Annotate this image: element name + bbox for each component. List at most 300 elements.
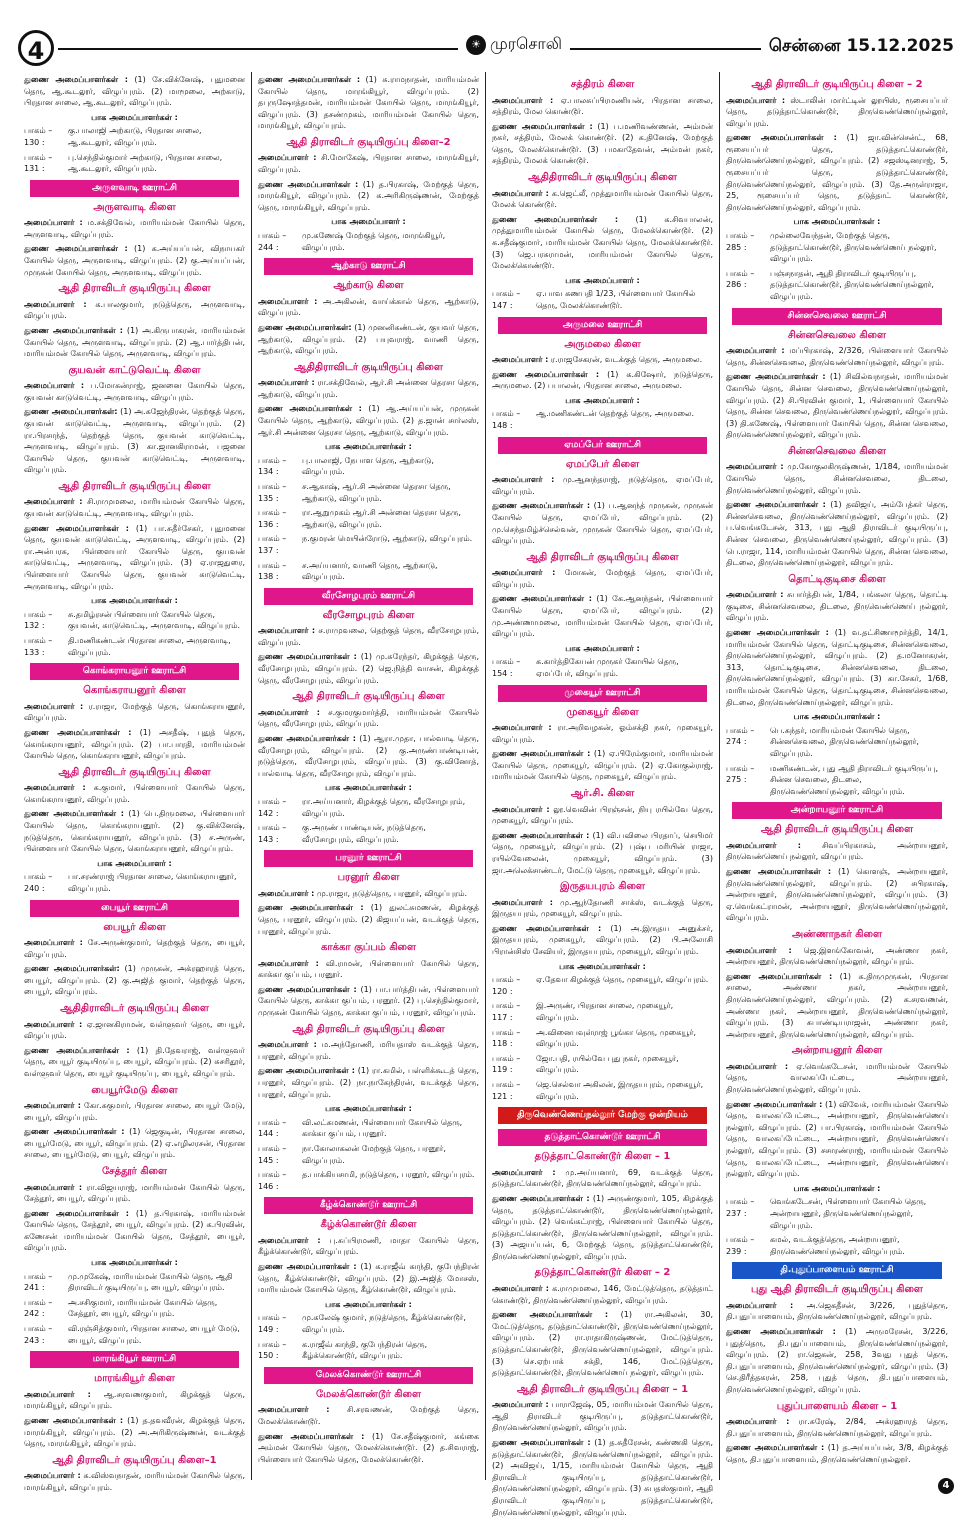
role-label: அமைப்பாளர் : [24, 497, 83, 507]
member-entry [258, 296, 479, 319]
booth-number: பாகம் – 144 : [258, 1117, 287, 1139]
member-details: (1) சு.ராமநாதன், மாரியம்மன் கோயில் தெரு, மாரங்கியூர், விழுப்புரம். (2) தபுருஷோத்தமன், மாரியம்மன் கோயில் தெரு, மாரங்கியூர், விழுப்புரம். (3) தசண்முகம், மாரியம்மன் கோயில் தெரு, மாரங்கியூர், விழுப்புரம். [258, 75, 479, 131]
member-details: க.விஸ்வநாதன், மாரியம்மன் கோயில் தெரு, மாரங்கியூர், விழுப்புரம். [24, 1471, 245, 1492]
booth-number: பாகம் – 149 : [258, 1313, 287, 1334]
role-label: துணை அமைப்பாளர்கள் : [258, 1066, 355, 1076]
member-entry [258, 179, 479, 214]
member-details: (1) ரா.கமில், பள்ளிக்கூடத் தெரு, பரனூர், விழுப்புரம். (2) நா.நாகேந்திரன், வடக்குத் தெரு, பரனூர், விழுப்புரம். [258, 1066, 479, 1099]
booth-row [258, 1312, 479, 1335]
article-columns [18, 72, 954, 1517]
section-banner: அன்றாயனூர் ஊராட்சி [732, 802, 942, 819]
role-label: துணை அமைப்பாளர்கள் : [24, 727, 132, 737]
member-details: ஸ்டாலின் மார்ட்டின் லூயிஸ், ரூசையப்பர் தெரு, தடுத்தாட்கொண்டூர், திருவெண்ணெய்நல்லூர், விழுப்புரம். [726, 95, 948, 128]
role-label: துணை அமைப்பாளர்கள் : [726, 372, 826, 382]
booth-number: பாகம் – 150 : [258, 1339, 287, 1361]
member-entry [258, 322, 479, 357]
branch-heading: ஆர்.சி. கிளை [570, 788, 635, 800]
role-label: துணை அமைப்பாளர்கள் : [258, 984, 357, 994]
booth-organizer: சு.தமிழ்ரசன் பிள்ளையார் கோயில் தெரு, குயவன், காடுவெட்டி, அருளவாடி, விழுப்புரம். [68, 609, 241, 631]
branch-heading: காக்கா குப்பம் கிளை [320, 942, 417, 954]
subheading: பாக அமைப்பாளர்கள் : [325, 1299, 412, 1309]
booth-number: பாகம் – 120 : [492, 975, 521, 996]
member-entry [492, 567, 713, 590]
member-details: (1) ஏ.பிரேம்குமார், மாரியம்மன் கோயில் தெரு, முகையூர், விழுப்புரம். (2) ஏ.கோகுல்ராஜ், மாரியம்மன் கோயில் தெரு, முகையூர், விழுப்புரம். [492, 749, 714, 782]
booth-organizer: த.பாக்கியசாமி, நடுத்தெரு, பரனூர், விழுப்புரம். [302, 1170, 475, 1180]
role-label: அமைப்பாளர் : [24, 1019, 83, 1029]
rising-sun-icon: ☀ [466, 35, 486, 55]
member-details: க.பாலகுமார், நடுத்தெரு, அருளவாடி, விழுப்புரம். [24, 299, 245, 321]
member-entry [24, 380, 245, 403]
booth-row [726, 230, 948, 265]
member-entry [726, 371, 948, 441]
member-details: சே.அருண்குமார், தெற்குத் தெரு, பையூர், விழுப்புரம். [24, 938, 245, 959]
member-details: சி.ராமுமலை, மாரியம்மன் கோயில் தெரு, குயவன் காடுவெட்டி, அருளவாடி, விழுப்புரம். [24, 497, 245, 519]
booth-number: பாகம் – 285 : [726, 231, 755, 252]
booth-organizer: கு.அருண் பாண்டியன், நடுத்தெரு, வீரசோழபுரம், விழுப்புரம். [302, 823, 426, 844]
role-label: அமைப்பாளர் : [726, 346, 785, 356]
member-details: (1) வி.பவிலை பிரதாப், செயிமர் தெரு, முகையூர், விழுப்புரம். (2) புஷ்ப மரியின் ராஜா, ரயில்வேலைன், முகையூர், விழுப்புரம். (3) ஜா.அலெக்சாண்டர், மேட்டு தெரு, முகையூர், விழுப்புரம். [492, 830, 713, 875]
branch-heading: பையூர்மேடு கிளை [91, 1084, 178, 1096]
member-entry [258, 733, 479, 779]
role-label: துணை அமைப்பாளர்கள் : [492, 214, 619, 224]
role-label: அமைப்பாளர் : [258, 888, 315, 898]
member-details: ஜெ.இளங்கோவன், அண்ணா நகர், அன்றாயனூர், திருவெண்ணெய்நல்லூர், விழுப்புரம். [726, 945, 948, 967]
booth-row [24, 1271, 245, 1294]
subheading: பாக அமைப்பாளர்கள் : [325, 1104, 412, 1114]
member-entry [726, 840, 948, 863]
role-label: துணை அமைப்பாளர்கள் : [726, 133, 837, 143]
booth-row [492, 288, 713, 311]
branch-heading: ஆதிதிராவிடர் குடியிருப்பு கிளை [60, 1003, 209, 1015]
booth-number: பாகம் – 131 : [24, 152, 53, 174]
booth-row [258, 230, 479, 253]
role-label: துணை அமைப்பாளர்கள்: [24, 964, 120, 974]
page-number-badge: 4 [18, 30, 54, 66]
subheading: பாக அமைப்பாளர் : [97, 858, 172, 868]
member-details: மோகன், மேற்குத் தெரு, ஏமப்பேர், விழுப்புரம். [492, 568, 713, 589]
booth-number: பாகம் – 147 : [492, 289, 521, 310]
member-entry [492, 1167, 713, 1190]
section-banner: பரனூர் ஊராட்சி [264, 850, 473, 867]
branch-heading: அண்ணாநகர் கிளை [792, 929, 882, 941]
member-details: ரா.சுரேஷ், 2/84, அக்ரஹாரத் தெரு, தி.புதுப்பாளையம், திருவெண்ணெய்நல்லூர், விழுப்புரம். [726, 1417, 948, 1438]
role-label: துணை அமைப்பாளர்கள் : [726, 867, 832, 877]
member-entry [258, 1431, 479, 1466]
role-label: துணை அமைப்பாளர்கள் : [726, 971, 833, 981]
booth-number: பாகம் – 138 : [258, 560, 287, 582]
member-entry [24, 782, 245, 805]
branch-heading: பரனூர் கிளை [337, 872, 400, 884]
role-label: அமைப்பாளர் : [726, 1061, 789, 1071]
member-entry [24, 243, 245, 278]
member-details: (1) வ.தட்சிணாமூர்த்தி, 14/1, மாரியம்மன் கோயில் தெரு, தொட்டிகுடிசை, சின்னசெவலை, திருவெண்ணெய்நல்லூர், விழுப்புரம். (2) த.மனோகரன், 313, தொட்டிகுடிசை, சின்னசெவலை, திடலை, திருவெண்ணெய்நல்லூர், விழுப்புரம். (3) கா.சேகர், 1/68, மாரியம்மன் கோயில் தெரு, தொட்டிகுடிசை, சின்னசெவலை, திடலை, திருவெண்ணெய்நல்லூர், விழுப்புரம். [726, 628, 949, 707]
member-details: க.ராமுமலை, 146, மேட்டுத்தெரு, தடுத்தாட் கொண்டூர், திருவெண்ணெய்நல்லூர், விழுப்புரம். [492, 1283, 713, 1305]
member-details: ஏ.ஜானகிராமன், வள்ளுவர் தெரு, பையூர், விழுப்புரம். [24, 1019, 245, 1041]
booth-row [258, 1169, 479, 1192]
branch-heading: ஆதிதிராவிடர் குடியிருப்பு கிளை [528, 172, 677, 184]
member-details: (1) அ.கிருபாகரன், மாரியம்மன் கோயில் தெரு, அருளவாடி, விழுப்புரம். (2) ஆ.பார்த்திபன், மாரியம்மன் கோயில் தெரு, அருளவாடி, விழுப்புரம். [24, 325, 245, 359]
role-label: அமைப்பாளர் : [258, 378, 315, 388]
booth-number: பாகம் – 237 : [726, 1197, 755, 1218]
booth-organizer: மு.கணேஷ் மேற்குத் தெரு, மாரங்கியூர், விழுப்புரம். [302, 231, 446, 252]
subheading: பாக அமைப்பாளர்கள் : [793, 217, 881, 227]
booth-number: பாகம் – 286 : [726, 268, 755, 290]
member-entry [492, 923, 713, 958]
member-entry [492, 1283, 713, 1306]
branch-heading: புதுப்பாளையம் கிளை – 1 [776, 1400, 898, 1412]
section-banner: அருமலை ஊராட்சி [498, 317, 707, 334]
member-entry [258, 888, 479, 900]
role-label: அமைப்பாளர் : [726, 590, 784, 600]
member-entry [24, 701, 245, 724]
member-entry [726, 866, 948, 924]
role-label: துணை அமைப்பாளர்கள் : [24, 75, 128, 84]
member-details: (1) க.அய்யப்பன், விநாயகர் கோயில் தெரு, அருளவாடி, விழுப்புரம். (2) கு.அய்யப்பன், முருகன் கோயில் தெரு, அருளவாடி, விழுப்புரம். [24, 244, 245, 277]
booth-row [24, 871, 245, 894]
subheading: பாக அமைப்பாளர்கள் : [325, 783, 412, 793]
role-label: துணை அமைப்பாளர்கள் : [492, 121, 593, 131]
column-1 [18, 72, 252, 1492]
branch-heading: தடுத்தாட்கொண்டூர் கிளை – 2 [534, 1267, 671, 1279]
role-label: துணை அமைப்பாளர்கள் : [726, 1443, 825, 1453]
member-entry [726, 345, 948, 368]
member-details: (1) கொளஞ், அன்றாயனூர், திருவெண்ணெய்நல்லூர், விழுப்புரம். (2) சபிரகாஷ், அன்றாயனூர், திருவெண்ணெய்நல்லூர், விழுப்புரம். (3) ஏ.வெங்கட்ராமன், அன்றாயனூர், திருவெண்ணெய்நல்லூர், விழுப்புரம். [726, 867, 948, 923]
booth-row [24, 152, 245, 175]
member-entry [258, 902, 479, 937]
branch-heading: தொட்டிகுடிசை கிளை [788, 573, 886, 585]
booth-organizer: ஆ.மணிகண்டன் தெற்குத் தெரு, அருமலை. [536, 409, 695, 419]
branch-heading: ஆதி திராவிடர் குடியிருப்பு கிளை–2 [286, 136, 451, 148]
member-details: (1) ரா.அகிலன், 30, மேட்டுத்தெரு, தடுத்தாட்கொண்டூர், திருவெண்ணெய்நல்லூர், விழுப்புரம். (2) ரா.ராதாகிருஷ்ணன், மேட்டுத்தெரு, தடுத்தாட்கொண்டூர், திருவெண்ணெய்நல்லூர், விழுப்புரம். (3) செ.ஏற்பாக் சக்தி, 146, மேட்டுத்தெரு, தடுத்தாட்கொண்டூர், திருவெண்ணெய் நல்லூர், விழுப்புரம். [492, 1310, 713, 1378]
branch-heading: முகையூர் கிளை [566, 706, 639, 718]
member-details: (1) அருமரேசன், 3/226, புதுத்தெரு, தி.புதுப்பாளையம், திருவெண்ணெய்நல்லூர், விழுப்புரம். (2) ரா.ஜெகன், 258, 3வது புதுத் தெரு, தி.புதுப்பாளையம், திருவெண்ணெய்நல்லூர், விழுப்புரம். (3) செ.திரீத்தகரன், 258, புதுத் தெரு, தி.புதுப்பாளையம், திருவெண்ணெய்நல்லூர், விழுப்புரம். [726, 1327, 948, 1394]
booth-organizer: ஏ.தேவா கிழக்குத் தெரு, முகையூர், விழுப்புரம். [536, 975, 709, 985]
member-details: (1) விவேக், மாரியம்மன் கோயில் தெரு, வாலகப்பேட்டை, அன்றாயனூர், திருவெண்ணெய் நல்லூர், விழுப்புரம். (2) பா.பிரகாஷ், மாரியம்மன் கோயில் தெரு, வாலகப்பேட்டை, அன்றாயனூர், திருவெண்ணெய் நல்லூர், விழுப்புரம். (3) சசாரண்ராஜ், மாரியம்மன் கோயில் தெரு, வாலகப்பேட்டை, அன்றாயனூர், திருவெண்ணெய் நல்லூர், விழுப்புரம். [726, 1099, 948, 1179]
booth-row [492, 408, 713, 431]
branch-heading: பையூர் கிளை [103, 921, 166, 933]
booth-row [258, 481, 479, 504]
member-entry [258, 651, 479, 686]
booth-row [258, 533, 479, 556]
booth-number: பாகம் – 143 : [258, 823, 287, 844]
section-banner: கொங்கராயனூர் ஊராட்சி [30, 663, 239, 680]
branch-heading: சின்னசெவலை கிளை [787, 445, 887, 457]
booth-row [492, 1053, 713, 1076]
member-entry [492, 474, 713, 497]
role-label: துணை அமைப்பாளர்கள்: [258, 322, 352, 332]
booth-row [492, 974, 713, 997]
booth-organizer: மணிகண்டன், புது ஆதி திராவிடர் குடியிருப்பு, சின்ன செவலை, திடலை, திருவெண்ணெய்நல்லூர், விழுப்புரம். [770, 763, 939, 796]
role-label: அமைப்பாளர் : [258, 296, 318, 306]
booth-organizer: பஞ்சநாதன், ஆதி திராவிடர் குடியிருப்பு, தடுத்தாட்கொண்டூர், திருவெண்ணெய்நல்லூர், விழுப்புரம். [770, 268, 934, 301]
member-entry [492, 1309, 713, 1379]
booth-organizer: அ.சசிகுமார், மாரியம்மன் கோயில் தெரு, சேத்தூர், பையூர், விழுப்புரம். [68, 1297, 218, 1319]
booth-row [492, 1027, 713, 1050]
member-details: (1) அ.இருதய அனுக்சர், இருதயபுரம், முகையூர், விழுப்புரம். (2) பி.அலோசி பிரான்சிஸ் சேவியர், இருதயபுரம், முகையூர், விழுப்புரம். [492, 923, 713, 957]
section-banner: கீழ்க்கொண்டூர் ஊராட்சி [264, 1197, 473, 1214]
role-label: துணை அமைப்பாளர்கள் : [258, 733, 356, 743]
member-entry [492, 830, 713, 876]
member-details: (1) சே.சதீஷ்குமார், கங்கை அம்மன் கோயில் தெரு, மேலக்கொண்டூர். (2) த.சிவராஜ், பிள்ளையார் கோயில் தெரு, மேலக்கொண்டூர். [258, 1431, 479, 1464]
role-label: அமைப்பாளர் : [492, 723, 552, 733]
column-3 [486, 72, 720, 1517]
role-label: அமைப்பாளர் : [492, 804, 550, 814]
section-banner: ஆற்காடு ஊராட்சி [264, 258, 473, 275]
role-label: அமைப்பாளர் : [492, 188, 549, 198]
member-entry [24, 1208, 245, 1254]
role-label: துணை அமைப்பாளர்கள் : [24, 1127, 125, 1137]
booth-row [24, 125, 245, 148]
role-label: அமைப்பாளர் : [258, 1405, 330, 1415]
member-entry [726, 1326, 948, 1396]
member-entry [492, 214, 713, 272]
member-details: ச.குமரகுமார்த்தி, மாரியம்மன் கோயில் தெரு, வீரசோழபுரம், விழுப்புரம். [258, 707, 479, 729]
member-entry [24, 937, 245, 960]
branch-heading: அன்றாயனூர் கிளை [791, 1045, 883, 1057]
role-label: துணை அமைப்பாளர்கள் : [492, 1310, 609, 1320]
member-entry [726, 1300, 948, 1323]
booth-organizer: ச.ஆகாஷ், ஆர்.சி அன்னை தெரசா தெரு, ஆற்காடு, விழுப்புரம். [302, 481, 451, 503]
role-label: துணை அமைப்பாளர்கள் : [258, 1262, 357, 1272]
role-label: துணை அமைப்பாளர்கள் : [492, 830, 590, 840]
member-details: மு.ஆந்தோணி சாக்ஸ், வடக்குத் தெரு, இருதயபுரம், முகையூர், விழுப்புரம். [492, 897, 713, 919]
role-label: அமைப்பாளர் : [24, 783, 86, 793]
booth-organizer: க.ராஜீவ் காந்தி, குபேந்திரன் தெரு, கீழ்க்கொண்டூர், விழுப்புரம். [302, 1339, 428, 1361]
subheading: பாக அமைப்பாளர் : [565, 275, 640, 285]
booth-row [726, 1196, 948, 1231]
member-entry [24, 217, 245, 240]
member-details: ரா.சக்திவேல், ஆர்.சி அன்னை தெரசா தெரு, ஆற்காடு, விழுப்புரம். [258, 378, 479, 399]
branch-heading: ஆற்காடு கிளை [333, 280, 404, 292]
booth-row [258, 1339, 479, 1362]
member-entry [24, 1126, 245, 1161]
role-label: அமைப்பாளர் : [24, 218, 83, 228]
member-entry [492, 500, 713, 546]
subheading: பாக அமைப்பாளர்கள் : [91, 1258, 178, 1268]
booth-number: பாகம் – 121 : [492, 1079, 521, 1101]
member-entry [24, 1182, 245, 1205]
member-details: (1) ஜெகுடின், பிரதான சாலை, பையூர்மேடு, பையூர், விழுப்புரம். (2) ஏ.எழிலரசன், பிரதான சாலை, பையூர்மேடு, பையூர், விழுப்புரம். [24, 1127, 245, 1160]
booth-number: பாகம் – 244 : [258, 231, 287, 252]
branch-heading: ஆதி திராவிடர் குடியிருப்பு கிளை [58, 480, 211, 492]
booth-organizer: வி.ரஞ்சித்குமார், பிரதான சாலை, பையூர் மேடு, பையூர், விழுப்புரம். [68, 1324, 240, 1345]
member-entry [24, 963, 245, 998]
booth-number: பாகம் – 145 : [258, 1143, 287, 1165]
member-entry [492, 804, 713, 827]
member-entry [24, 727, 245, 762]
booth-number: பாகம் – 130 : [24, 126, 53, 147]
member-entry [726, 945, 948, 968]
role-label: அமைப்பாளர் : [258, 153, 317, 163]
booth-row [258, 1117, 479, 1140]
branch-heading: மேலக்கொண்டூர் கிளை [316, 1388, 421, 1400]
role-label: துணை அமைப்பாளர்கள் : [726, 500, 826, 510]
role-label: அமைப்பாளர் : [24, 701, 84, 711]
section-banner: சின்னசெவலை ஊராட்சி [732, 308, 942, 325]
member-entry [258, 152, 479, 175]
member-entry [24, 1470, 245, 1493]
member-entry [726, 1442, 948, 1465]
member-details: (1) முனனிகண்டன், குயவர் தெரு, ஆற்காடு, விழுப்புரம். (2) பயுவராஜ், வாணி தெரு, ஆற்காடு, விழுப்புரம். [258, 322, 479, 356]
member-details: (1) பா.பார்த்திபன், பிள்ளையார் கோயில் தெரு, காக்கா குப்பம், பரனூர். (2) பு.செந்தில்குமார், முருகன் கோயில் தெரு, காக்கா குப்பம், பரனூர், விழுப்புரம். [258, 984, 479, 1018]
branch-heading: அருமலை கிளை [564, 338, 641, 350]
section-banner: அருளவாடி ஊராட்சி [30, 180, 239, 197]
member-details: மு.ராஜா, நடுத்தெரு, பரனூர், விழுப்புரம். [314, 888, 468, 898]
member-entry [258, 1065, 479, 1100]
member-entry [258, 707, 479, 730]
member-entry [492, 354, 713, 366]
branch-heading: ஆதி திராவிடர் குடியிருப்பு கிளை – 1 [516, 1383, 689, 1395]
branch-heading: ஆதி திராவிடர் குடியிருப்பு கிளை [58, 283, 211, 295]
booth-number: பாகம் – 154 : [492, 657, 521, 678]
member-entry [726, 971, 948, 1041]
booth-organizer: கு.பாலாஜி அற்காடு, பிரதான சாலை, ஆ.கூடலூர், விழுப்புரம். [68, 126, 202, 147]
booth-number: பாகம் – 275 : [726, 763, 755, 785]
role-label: துணை அமைப்பாளர்கள் : [258, 1431, 365, 1441]
booth-number: பாகம் – 133 : [24, 636, 53, 657]
role-label: துணை அமைப்பாளர்கள் : [24, 1208, 129, 1218]
role-label: துணை அமைப்பாளர்கள் : [258, 903, 364, 913]
role-label: அமைப்பாளர் : [726, 945, 792, 955]
role-label: துணை அமைப்பாளர்கள் : [726, 628, 829, 638]
member-details: (1) மு.சுரேந்தர், கிழக்குத் தெரு, வீரசோழபுரம், விழுப்புரம். (2) ஜெ.நித்தி வாசன், கிழக்குத் தெரு, வீரசோழபுரம், விழுப்புரம். [258, 652, 479, 685]
booth-row [258, 507, 479, 530]
branch-heading: ஆதி திராவிடர் குடியிருப்பு கிளை–1 [52, 1454, 217, 1466]
role-label: துணை அமைப்பாளர்கள் : [492, 369, 600, 379]
booth-organizer: பா.சரண்ராஜ் பிரதான சாலை, கொங்கராயனூர், விழுப்புரம். [68, 872, 237, 893]
booth-row [258, 455, 479, 478]
member-entry [492, 593, 713, 639]
member-entry [258, 403, 479, 438]
member-details: (1) ஜா.வின்சென்ட், 68, ரூசையப்பர் தெரு, தடுத்தாட்கொண்டூர், திருவெண்ணெய்நல்லூர், விழுப்புரம். (2) சஜஸ்டினராஜ், 5, ரூசையப்பர் தெரு, தடுத்தாட்கொண்டூர், திருவெண்ணெய்நல்லூர், விழுப்புரம். (3) தே.அருள்ராஜா, 25, ரூசையப்பர் தெரு, தடுத்தாட் கொண்டூர், திருவெண்ணெய்நல்லூர், விழுப்புரம். [726, 133, 948, 212]
member-entry [726, 1099, 948, 1180]
booth-row [726, 725, 948, 760]
role-label: துணை அமைப்பாளர்கள் : [24, 523, 129, 533]
role-label: அமைப்பாளர் : [492, 1283, 549, 1293]
role-label: துணை அமைப்பாளர்கள் : [492, 749, 591, 759]
branch-heading: கொங்கராயனூர் கிளை [83, 685, 186, 697]
subheading: பாக அமைப்பாளர் : [565, 643, 640, 653]
role-label: துணை அமைப்பாளர்கள்: [24, 407, 118, 417]
subheading: பாக அமைப்பாளர்கள் : [91, 112, 178, 122]
member-details: சுபார்த்திபன், 1/84, பங்கலா தெரு, தொட்டி குடிசை, சின்னசெவலை, திடலை, திருவெண்ணெய் நல்லூர், விழுப்புரம். [726, 590, 948, 623]
branch-heading: ஆதி திராவிடர் குடியிருப்பு கிளை [760, 824, 914, 836]
member-entry [24, 406, 245, 476]
role-label: அமைப்பாளர் : [24, 1182, 83, 1192]
booth-organizer: மு.முகேஷ், மாரியம்மன் கோயில் தெரு, ஆதி திராவிடர் குடியிருப்பு, பையூர், விழுப்புரம். [68, 1271, 233, 1293]
booth-organizer: ஜோ.பதி, ரயில்வே புது நகர், முகையூர், விழுப்புரம். [536, 1053, 679, 1075]
booth-organizer: ரா.ஆறுமுகம் ஆர்.சி அன்னை தெரசா தெரு, ஆற்காடு, விழுப்புரம். [302, 508, 461, 529]
member-entry [726, 461, 948, 496]
subheading: பாக அமைப்பாளர்கள் : [793, 712, 881, 722]
member-entry [492, 722, 713, 745]
section-banner: திருவெண்ணெய்நல்லூர் மேற்கு ஒன்றியம் [498, 1107, 707, 1124]
branch-heading: ஆதிதிராவிடர் குடியிருப்பு கிளை [294, 361, 443, 373]
booth-number: பாகம் – 137 : [258, 534, 287, 555]
booth-row [24, 609, 245, 632]
member-details: பாராஜேஷ், 05, மாரியம்மன் கோயில் தெரு, ஆதி திராவிடர் குடியிருப்பு, தடுத்தாட்கொண்டூர், திருவெண்ணெய்நல்லூர், விழுப்புரம். [492, 1400, 713, 1433]
member-entry [24, 1415, 245, 1450]
role-label: அமைப்பாளர் : [492, 1167, 556, 1177]
column-2 [252, 72, 486, 1480]
member-entry [492, 748, 713, 783]
section-banner: முகையூர் ஊராட்சி [498, 685, 707, 702]
booth-number: பாகம் – 135 : [258, 481, 287, 503]
role-label: துணை அமைப்பாளர்கள் : [492, 501, 591, 511]
role-label: அமைப்பாளர் : [24, 381, 85, 391]
member-details: ரா.அறிவழகன், ஓம்சக்தி நகர், முகையூர், விழுப்புரம். [492, 723, 713, 744]
booth-row [726, 763, 948, 798]
booth-organizer: வி.லட்சுமணன், பிள்ளையார் கோயில் தெரு, காக்கா குப்பம், பரனூர். [302, 1117, 463, 1139]
masthead [18, 30, 954, 68]
role-label: அமைப்பாளர் : [726, 462, 784, 472]
role-label: துணை அமைப்பாளர்கள் : [726, 1099, 823, 1109]
role-label: அமைப்பாளர் : [726, 840, 801, 850]
subheading: பாக அமைப்பாளர் : [565, 395, 640, 405]
role-label: துணை அமைப்பாளர்கள் : [258, 404, 362, 414]
branch-heading: ஏமப்பேர் கிளை [565, 458, 640, 470]
section-banner: ஏமப்பேர் ஊராட்சி [498, 437, 707, 454]
member-entry [24, 1389, 245, 1412]
booth-row [24, 1323, 245, 1346]
booth-row [492, 656, 713, 679]
booth-organizer: ஜெ.செல்வா அகிலன், இருதயபுரம், முகையூர், விழுப்புரம். [536, 1079, 704, 1101]
booth-organizer: நா.கோலாகலன் மேற்குத் தெரு, பரனூர், விழுப்புரம். [302, 1143, 446, 1165]
member-details: (1) த.தவவீரன், கிழக்குத் தெரு, மாரங்கியூர், விழுப்புரம். (2) அ.அரிகிருஷ்ணன், வடக்குத் தெரு, மாரங்கியூர், விழுப்புரம். [24, 1415, 245, 1449]
booth-number: பாகம் – 134 : [258, 455, 287, 477]
booth-organizer: ஏ.பாவ கணபதி 1/23, பிள்ளையார் கோயில் தெரு, மேலக்கொண்டூர். [536, 289, 696, 310]
booth-organizer: இ.அருண், பிரதான சாலை, முகையூர், விழுப்புரம். [536, 1001, 674, 1022]
role-label: துணை அமைப்பாளர்கள் : [492, 923, 602, 933]
column-4 [720, 72, 954, 1480]
member-entry [726, 1416, 948, 1439]
member-entry [726, 499, 948, 569]
member-details: ரா.விஜயராஜ், மாரியம்மன் கோயில் தெரு, சேத்தூர், பையூர், விழுப்புரம். [24, 1182, 245, 1204]
member-details: ஏ.பாலசுப்பிரமணியன், பிரதான சாலை, சத்திரம், மேல கொண்டூர். [492, 95, 713, 117]
footer-page-number: 4 [938, 1478, 954, 1494]
booth-number: பாகம் – 142 : [258, 796, 287, 818]
branch-heading: சத்திரம் கிளை [570, 79, 635, 90]
member-details: பு.சுப்பிரமணி, மாதா கோயில் தெரு, கீழ்க்கொண்டூர், விழுப்புரம். [258, 1235, 479, 1257]
booth-organizer: தி.மணிகண்டன் பிரதான சாலை, அருளவாடி, விழுப்புரம். [68, 636, 231, 657]
member-entry [492, 369, 713, 392]
branch-heading: ஆதி திராவிடர் குடியிருப்பு கிளை [292, 691, 445, 703]
member-details: லூ.வெவின் பிரஞ்சன், நியு ரயில்வே தெரு, முகையூர், விழுப்புரம். [492, 804, 713, 826]
member-entry [258, 1261, 479, 1296]
booth-number: பாகம் – 241 : [24, 1271, 53, 1293]
booth-row [492, 1000, 713, 1023]
booth-number: பாகம் – 242 : [24, 1297, 53, 1319]
booth-number: பாகம் – 240 : [24, 872, 53, 893]
branch-heading: வீரசோழபுரம் கிளை [322, 609, 415, 621]
member-details: மு.அய்யனார், 69, வடக்குத் தெரு, தடுத்தாட்கொண்டூர், திருவெண்ணெய்நல்லூர், விழுப்புரம். [492, 1167, 713, 1189]
member-details: (1) அருண்குமார், 105, கிழக்குத் தெரு, தடுத்தாட்கொண்டூர், திருவெண்ணெய்நல்லூர், விழுப்புரம். (2) வெங்கட்ராஜ், பிள்ளையார் கோயில் தெரு, தடுத்தாட்கொண்டூர், திருவெண்ணெய்நல்லூர், விழுப்புரம். (3) அஜயப்பன், 6, மேற்குத் தெரு, தடுத்தாட்கொண்டூர், திருவெண்ணெய்நல்லூர், விழுப்புரம். [492, 1193, 713, 1261]
member-entry [24, 1045, 245, 1080]
paper-name: முரசொலி [490, 34, 562, 53]
role-label: அமைப்பாளர் : [24, 1471, 81, 1481]
booth-organizer: முல்லைவேந்தன், மேற்குத் தெரு, தடுத்தாட்கொண்டூர், திருவெண்ணெய் நல்லூர், விழுப்புரம். [770, 231, 937, 264]
member-details: ர.ராஜசேகரன், வடக்குத் தெரு, அருமலை. [548, 355, 703, 365]
member-details: (1) க.ராஜீவ் காந்தி, குபேந்திரன் தெரு, கீழ்க்கொண்டூர், விழுப்புரம். (2) இ.அஜித் மோசஸ், மாரியம்மன் கோயில் தெரு, கீழ்கொண்டூர், விழுப்புரம். [258, 1262, 479, 1295]
member-entry [258, 958, 479, 981]
branch-heading: சின்னசெவலை கிளை [787, 329, 887, 341]
role-label: துணை அமைப்பாளர்கள் : [258, 652, 357, 662]
booth-organizer: பு.செந்தில்குமார் அற்காடு, பிரதான சாலை, ஆ.கூடலூர், விழுப்புரம். [68, 152, 223, 174]
role-label: அமைப்பாளர் : [726, 1300, 794, 1310]
member-details: (1) சே.விக்னேஷ், புதுமனை தெரு, ஆ.கூடலூர், விழுப்புரம். (2) மாமூலை, அற்காடு, பிரதான சாலை, ஆ.கூடலூர், விழுப்புரம். [24, 75, 245, 108]
role-label: அமைப்பாளர் : [24, 1389, 91, 1399]
member-entry [726, 1061, 948, 1096]
